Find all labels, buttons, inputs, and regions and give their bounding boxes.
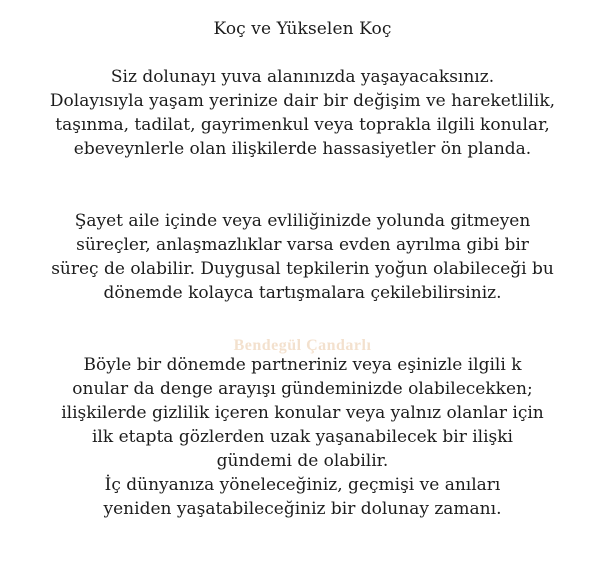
paragraph-1-line-2: Dolayısıyla yaşam yerinize dair bir değişim ve hareketlilik, xyxy=(49,91,556,111)
document-title: Koç ve Yükselen Koç xyxy=(213,19,392,39)
paragraph-2-line-3: süreç de olabilir. Duygusal tepkilerin yoğun olabileceği bu xyxy=(51,259,554,279)
paragraph-3-line-4: ilk etapta gözlerden uzak yaşanabilecek bir ilişki xyxy=(91,427,513,447)
paragraph-1-line-1: Siz dolunayı yuva alanınızda yaşayacaksınız. xyxy=(110,67,495,87)
paragraph-3-line-3: ilişkilerde gizlilik içeren konular veya yalnız olanlar için xyxy=(61,403,544,423)
watermark: Bendegül Çandarlı xyxy=(233,337,372,354)
paragraph-2-line-2: süreçler, anlaşmazlıklar varsa evden ayrılma gibi bir xyxy=(76,235,529,255)
paragraph-3-line-6: İç dünyanıza yöneleceğiniz, geçmişi ve anıları xyxy=(104,475,501,495)
paragraph-1-line-4: ebeveynlerle olan ilişkilerde hassasiyetler ön planda. xyxy=(73,139,532,159)
paragraph-3-line-7: yeniden yaşatabileceğiniz bir dolunay zamanı. xyxy=(103,499,502,519)
paragraph-3-line-5: gündemi de olabilir. xyxy=(216,451,389,471)
paragraph-2-line-1: Şayet aile içinde veya evliliğinizde yolunda gitmeyen xyxy=(74,211,531,231)
paragraph-3-line-1: Böyle bir dönemde partneriniz veya eşinizle ilgili k xyxy=(83,355,522,375)
paragraph-3-line-2: onular da denge arayışı gündeminizde olabilecekken; xyxy=(72,379,533,399)
paragraph-1-line-3: taşınma, tadilat, gayrimenkul veya toprakla ilgili konular, xyxy=(55,115,550,135)
paragraph-2-line-4: dönemde kolayca tartışmalara çekilebilirsiniz. xyxy=(103,283,502,303)
